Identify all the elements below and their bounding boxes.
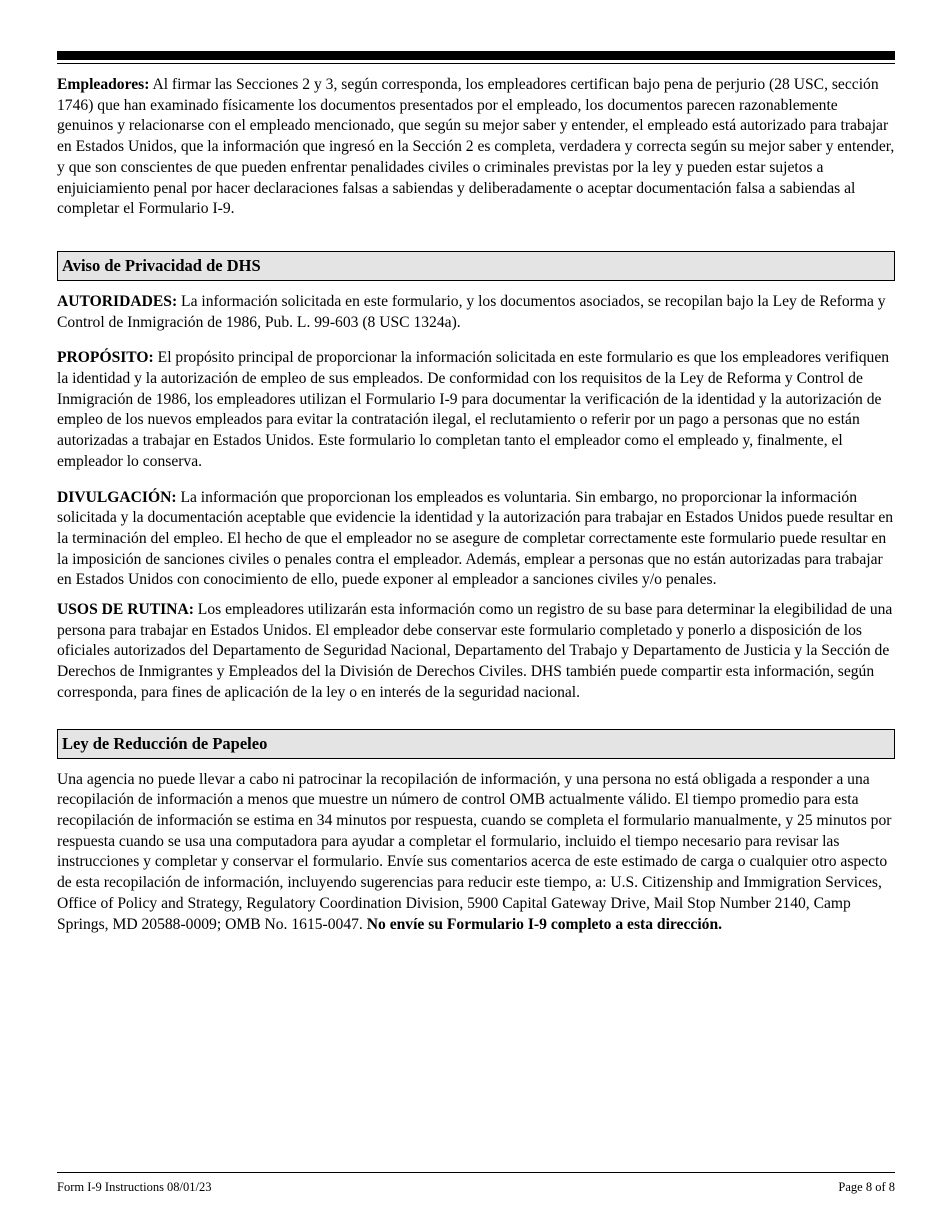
purpose-label: PROPÓSITO: — [57, 349, 154, 367]
purpose-text: El propósito principal de proporcionar la información solicitada en este formulario es que los empleadores verifiquen la identidad y la autorización de empleo de sus empleados. De conformidad con los requisitos de la Ley de Reforma y Control de Inmigración de 1986, los empleadores utilizan el Formulario I-9 para documentar la verificación de la identidad y la autorización de empleo de los nuevos empleados para evitar la contratación ilegal, el reclutamiento o referir por un pago a personas que no están autorizadas a trabajar en Estados Unidos. Este formulario lo completan tanto el empleador como el empleado y, finalmente, el empleador lo conserva. — [57, 349, 890, 470]
footer-rule — [57, 1172, 895, 1173]
routine-uses-label: USOS DE RUTINA: — [57, 601, 194, 619]
privacy-notice-header: Aviso de Privacidad de DHS — [57, 251, 895, 281]
paperwork-reduction-header: Ley de Reducción de Papeleo — [57, 729, 895, 759]
footer-form-id: Form I-9 Instructions 08/01/23 — [57, 1180, 212, 1194]
employers-text: Al firmar las Secciones 2 y 3, según corresponda, los empleadores certifican bajo pena de perjurio (28 USC, sección 1746) que han examinado físicamente los documentos presentados por el empleado, los documentos parecen razonablemente genuinos y relacionarse con el empleado mencionado, que según su mejor saber y entender, el empleado está autorizado para trabajar en Estados Unidos, que la información que ingresó en la Sección 2 es completa, verdadera y correcta según su mejor saber y entender, y que son conscientes de que pueden enfrentar penalidades civiles o criminales previstas por la ley y pueden estar sujetos a enjuiciamiento penal por hacer declaraciones falsas a sabiendas y deliberadamente o aceptar documentación falsa a sabiendas al completar el Formulario I-9. — [57, 76, 895, 218]
routine-uses-text: Los empleadores utilizarán esta información como un registro de su base para determinar la elegibilidad de una persona para trabajar en Estados Unidos. El empleador debe conservar este formulario completado y ponerlo a disposición de los oficiales autorizados del Departamento de Seguridad Nacional, Departamento del Trabajo y Departamento de Justicia y la Sección de Derechos de Inmigrantes y Empleados del la División de Derechos Civiles. DHS también puede compartir esta información, según corresponda, para fines de aplicación de la ley o en interés de la seguridad nacional. — [57, 601, 893, 701]
disclosure-paragraph — [57, 488, 895, 592]
top-rule-thin — [57, 63, 895, 64]
disclosure-label: DIVULGACIÓN: — [57, 488, 177, 506]
disclosure-text: La información que proporcionan los empleados es voluntaria. Sin embargo, no proporcionar la información solicitada y la documentación aceptable que evidencie la identidad y la autorización para trabajar en Estados Unidos puede resultar en la terminación del empleo. El hecho de que el empleador no se asegure de completar correctamente este formulario puede resultar en la imposición de sanciones civiles o penales contra el empleador. Además, emplear a personas que no están autorizadas para trabajar en Estados Unidos con conocimiento de ello, puede exponer al empleador a sanciones civiles y/o penales. — [57, 488, 894, 589]
employers-label: Empleadores: — [57, 76, 150, 93]
employers-paragraph — [57, 75, 895, 220]
authorities-paragraph — [57, 292, 895, 333]
authorities-label: AUTORIDADES: — [57, 292, 178, 310]
routine-uses-paragraph — [57, 600, 895, 704]
authorities-text: La información solicitada en este formulario, y los documentos asociados, se recopilan bajo la Ley de Reforma y Control de Inmigración de 1986, Pub. L. 99-603 (8 USC 1324a). — [57, 292, 886, 331]
page-content — [57, 75, 895, 935]
purpose-paragraph — [57, 348, 895, 472]
paperwork-paragraph — [57, 770, 895, 936]
paperwork-bold-notice: No envíe su Formulario I-9 completo a esta dirección. — [366, 915, 723, 933]
paperwork-text: Una agencia no puede llevar a cabo ni patrocinar la recopilación de información, y una persona no está obligada a responder a una recopilación de información a menos que muestre un número de control OMB actualmente válido. El tiempo promedio para esta recopilación de información se estima en 34 minutos por respuesta, cuando se completa el formulario manualmente, y 25 minutos por respuesta cuando se usa una computadora para ayudar a completar el formulario, incluido el tiempo necesario para revisar las instrucciones y completar y conservar el formulario. Envíe sus comentarios acerca de este estimado de carga o cualquier otro aspecto de esta recopilación de información, incluyendo sugerencias para reducir este tiempo, a: U.S. Citizenship and Immigration Services, Office of Policy and Strategy, Regulatory Coordination Division, 5900 Capital Gateway Drive, Mail Stop Number 2140, Camp Springs, MD 20588-0009; OMB No. 1615-0047. — [57, 770, 892, 933]
top-rule-thick — [57, 51, 895, 60]
footer-page-number: Page 8 of 8 — [838, 1180, 895, 1194]
